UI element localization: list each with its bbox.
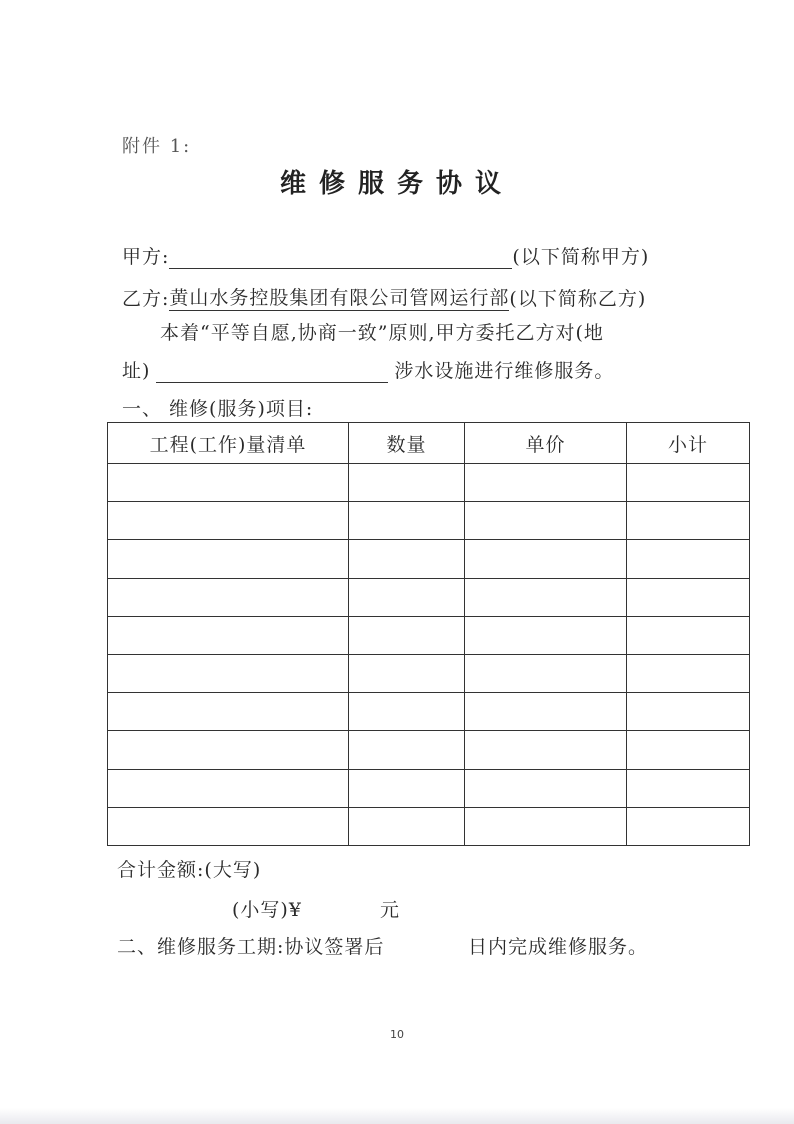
- document-title: 维修服务协议: [279, 169, 514, 199]
- page-number: 10: [390, 1028, 404, 1041]
- table-cell[interactable]: [627, 578, 750, 616]
- table-cell[interactable]: [465, 693, 627, 731]
- section-2-text: 二、维修服务工期:协议签署后: [117, 936, 385, 958]
- table-cell[interactable]: [108, 769, 349, 807]
- intro-line-1: 本着“平等自愿,协商一致”原则,甲方委托乙方对(地: [160, 322, 604, 344]
- table-cell[interactable]: [465, 464, 627, 502]
- table-row: [108, 616, 750, 654]
- table-cell[interactable]: [465, 540, 627, 578]
- table-cell[interactable]: [349, 807, 465, 845]
- table-cell[interactable]: [627, 540, 750, 578]
- table-cell[interactable]: [627, 731, 750, 769]
- table-cell[interactable]: [108, 807, 349, 845]
- header-unit-price: 单价: [465, 423, 627, 464]
- party-a-blank[interactable]: [169, 248, 512, 269]
- table-row: [108, 654, 750, 692]
- party-b-label: 乙方:: [122, 288, 170, 310]
- table-cell[interactable]: [627, 616, 750, 654]
- table-cell[interactable]: [349, 731, 465, 769]
- table-cell[interactable]: [465, 654, 627, 692]
- table-cell[interactable]: [627, 807, 750, 845]
- party-a-line: [122, 242, 649, 269]
- table-row: [108, 693, 750, 731]
- table-cell[interactable]: [627, 693, 750, 731]
- table-cell[interactable]: [349, 540, 465, 578]
- header-quantity: 数量: [349, 423, 465, 464]
- table-cell[interactable]: [108, 616, 349, 654]
- table-cell[interactable]: [108, 502, 349, 540]
- table-cell[interactable]: [108, 578, 349, 616]
- address-label: 址): [122, 360, 151, 382]
- party-b-suffix: (以下简称乙方): [509, 288, 647, 310]
- table-row: [108, 807, 750, 845]
- table-cell[interactable]: [627, 769, 750, 807]
- table-row: [108, 731, 750, 769]
- table-cell[interactable]: [465, 502, 627, 540]
- table-row: [108, 769, 750, 807]
- table-row: [108, 540, 750, 578]
- table-cell[interactable]: [349, 464, 465, 502]
- attachment-label: 附件 1:: [122, 136, 192, 157]
- table-cell[interactable]: [349, 502, 465, 540]
- table-cell[interactable]: [108, 654, 349, 692]
- table-cell[interactable]: [349, 616, 465, 654]
- intro-line-2-suffix: 涉水设施进行维修服务。: [394, 360, 615, 382]
- total-amount-figures: (小写)¥: [232, 899, 302, 921]
- scan-edge: [0, 1108, 794, 1124]
- table-row: [108, 578, 750, 616]
- table-cell[interactable]: [349, 769, 465, 807]
- table-cell[interactable]: [465, 616, 627, 654]
- section-2-suffix: 日内完成维修服务。: [468, 936, 649, 958]
- currency-unit: 元: [380, 899, 401, 921]
- table-cell[interactable]: [627, 502, 750, 540]
- table-cell[interactable]: [349, 654, 465, 692]
- table-cell[interactable]: [627, 464, 750, 502]
- table-cell[interactable]: [108, 693, 349, 731]
- total-amount-words: 合计金额:(大写): [117, 859, 262, 881]
- table-cell[interactable]: [108, 731, 349, 769]
- party-a-label: 甲方:: [122, 246, 170, 268]
- table-row: [108, 502, 750, 540]
- table-cell[interactable]: [108, 464, 349, 502]
- table-cell[interactable]: [349, 578, 465, 616]
- table-cell[interactable]: [627, 654, 750, 692]
- table-cell[interactable]: [349, 693, 465, 731]
- party-a-suffix: (以下简称甲方): [512, 246, 650, 268]
- header-quantity-list: 工程(工作)量清单: [108, 423, 349, 464]
- table-row: [108, 464, 750, 502]
- table-cell[interactable]: [465, 807, 627, 845]
- intro-line-2: [122, 356, 614, 383]
- party-b-name: 黄山水务控股集团有限公司管网运行部: [169, 283, 509, 311]
- party-b-line: [122, 283, 646, 311]
- section-1-heading: 一、 维修(服务)项目:: [122, 398, 314, 420]
- table-cell[interactable]: [465, 769, 627, 807]
- table-header-row: [108, 423, 750, 464]
- header-subtotal: 小计: [627, 423, 750, 464]
- items-table: [107, 422, 750, 846]
- address-blank[interactable]: [156, 362, 388, 383]
- table-cell[interactable]: [465, 731, 627, 769]
- table-cell[interactable]: [108, 540, 349, 578]
- table-cell[interactable]: [465, 578, 627, 616]
